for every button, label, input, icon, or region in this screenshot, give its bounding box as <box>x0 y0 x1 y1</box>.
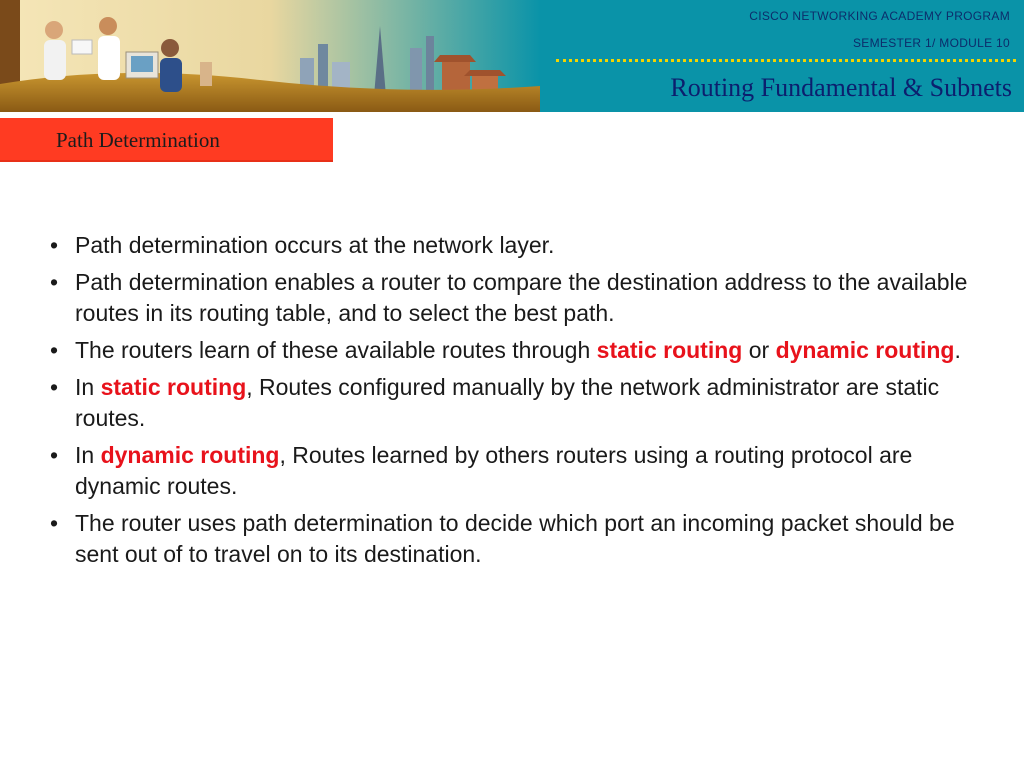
bullet-text: In <box>75 374 101 400</box>
bullet-marker: • <box>50 337 59 363</box>
section-title: Path Determination <box>56 128 220 152</box>
bullet-marker: • <box>50 269 59 295</box>
dotted-rule <box>556 59 1016 62</box>
bullet-text: , Routes configured manually by the network administrator are static routes. <box>75 374 940 431</box>
slide-header <box>0 0 1024 112</box>
highlight-term: dynamic routing <box>100 442 280 468</box>
bullet-item <box>50 508 980 570</box>
highlight-term: static routing <box>596 337 743 363</box>
highlight-term: static routing <box>100 374 247 400</box>
bullet-text: Path determination occurs at the network layer. <box>75 232 555 258</box>
bullet-item <box>50 440 980 502</box>
bullet-item <box>50 267 980 329</box>
program-name: CISCO NETWORKING ACADEMY PROGRAM <box>749 9 1010 23</box>
bullet-marker: • <box>50 442 59 468</box>
bullet-item <box>50 372 980 434</box>
bullet-text: The router uses path determination to decide which port an incoming packet should be sent out of to travel on to its destination. <box>75 510 955 567</box>
bullet-item <box>50 335 980 366</box>
bullet-text: Path determination enables a router to compare the destination address to the available routes in its routing table, and to select the best path. <box>75 269 968 326</box>
section-tab <box>0 118 333 162</box>
bullet-text: or <box>742 337 776 363</box>
module-label: SEMESTER 1/ MODULE 10 <box>852 36 1010 50</box>
bullet-marker: • <box>50 510 59 536</box>
slide-title: Routing Fundamental & Subnets <box>670 73 1012 102</box>
bullet-text: , Routes learned by others routers using a routing protocol are dynamic routes. <box>75 442 913 499</box>
bullet-text: In <box>75 442 101 468</box>
bullet-marker: • <box>50 232 59 258</box>
bullet-item <box>50 230 980 261</box>
bullet-marker: • <box>50 374 59 400</box>
bullet-text: . <box>954 337 961 363</box>
bullet-text: The routers learn of these available routes through <box>75 337 597 363</box>
highlight-term: dynamic routing <box>775 337 955 363</box>
bullet-list <box>50 230 980 576</box>
banner-illustration <box>0 0 540 112</box>
